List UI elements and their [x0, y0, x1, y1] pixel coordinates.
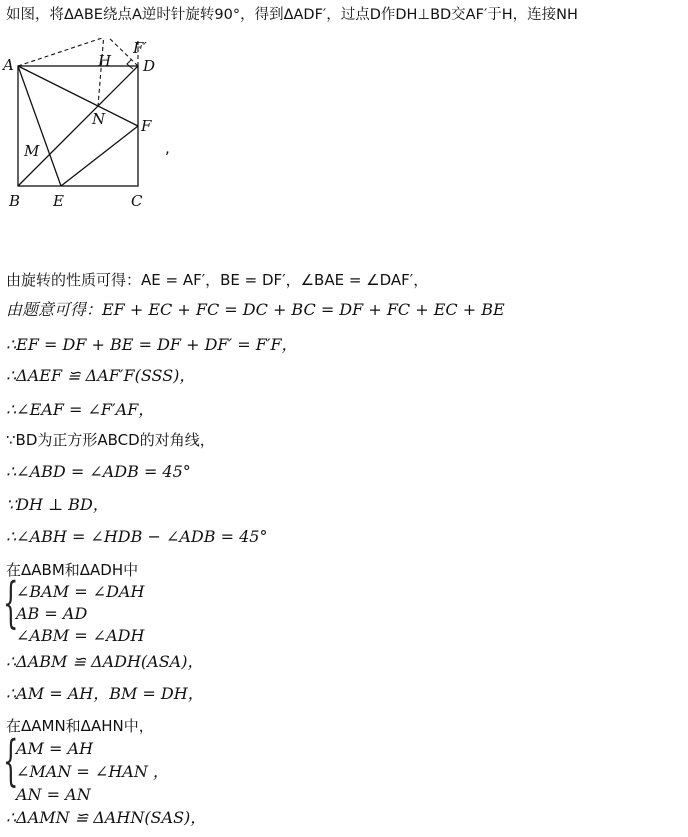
system2-line-3: AN = AN — [16, 785, 91, 804]
label-F-prime: F′ — [133, 39, 147, 57]
step-5: ∴∠EAF = ∠F′AF， — [6, 400, 155, 419]
segment-af-prime — [18, 38, 138, 66]
step-3: ∴EF = DF + BE = DF + DF′ = F′F， — [6, 335, 298, 354]
system2-line-2: ∠MAN = ∠HAN ， — [16, 762, 169, 781]
system1-line-2: AB = AD — [16, 604, 88, 623]
label-C: C — [131, 192, 143, 210]
after1-line-1: ∴ΔABM ≌ ΔADH(ASA)， — [6, 652, 204, 671]
label-F: F — [141, 117, 152, 135]
segment-hn — [98, 38, 104, 106]
diagonal-bd — [18, 66, 138, 186]
step-9: ∴∠ABH = ∠HDB − ∠ADB = 45° — [6, 527, 268, 546]
label-E: E — [53, 192, 64, 210]
step-2: 由题意可得：EF + EC + FC = DC + BC = DF + FC + EC + BE — [6, 300, 505, 319]
label-N: N — [92, 110, 106, 128]
label-D: D — [143, 57, 156, 75]
label-H: H — [98, 52, 112, 70]
step-6: ∵BD为正方形ABCD的对角线， — [6, 431, 215, 449]
label-M: M — [24, 142, 40, 160]
segment-ef — [61, 126, 138, 186]
geometry-figure — [0, 38, 200, 238]
step-10: 在ΔABM和ΔADH中 — [6, 561, 139, 579]
system1-line-3: ∠ABM = ∠ADH — [16, 626, 145, 645]
system1-line-1: ∠BAM = ∠DAH — [16, 582, 145, 601]
step-7: ∴∠ABD = ∠ADB = 45° — [6, 462, 191, 481]
figure-comma: , — [165, 139, 170, 157]
system-brace-2: { — [3, 729, 19, 792]
system2-line-1: AM = AH — [16, 739, 94, 758]
step-8: ∵DH ⊥ BD， — [6, 495, 109, 514]
final-line: ∴ΔAMN ≌ ΔAHN(SAS)， — [6, 808, 207, 827]
system-brace-1: { — [3, 571, 19, 634]
label-B: B — [9, 192, 21, 210]
step-4: ∴ΔAEF ≌ ΔAF′F(SSS)， — [6, 366, 196, 385]
after1-line-2: ∴AM = AH，BM = DH， — [6, 684, 204, 703]
step-1: 由旋转的性质可得：AE = AF′，BE = DF′，∠BAE = ∠DAF′， — [6, 271, 429, 289]
after1-line-3: 在ΔAMN和ΔAHN中， — [6, 717, 154, 735]
right-angle-mark — [127, 60, 133, 69]
problem-intro: 如图，将ΔABE绕点A逆时针旋转90°，得到ΔADF′，过点D作DH⊥BD交AF′于H，连接NH — [6, 7, 578, 23]
label-A: A — [3, 56, 14, 74]
